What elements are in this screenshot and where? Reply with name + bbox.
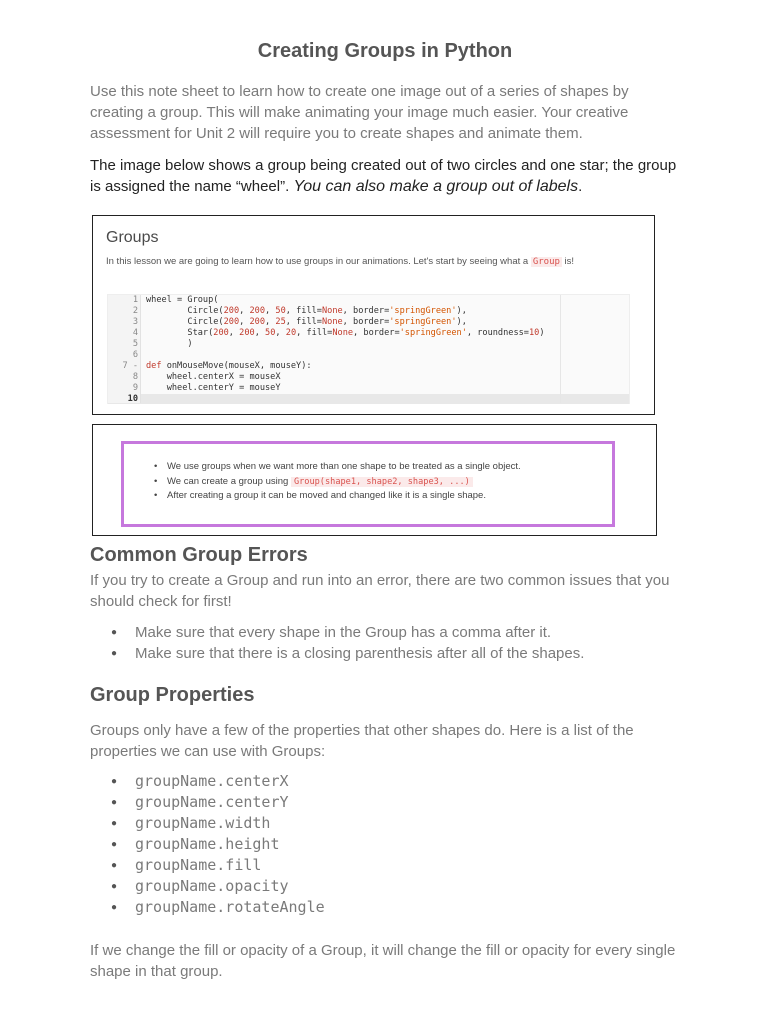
properties-list <box>90 771 680 918</box>
code-token: 200 <box>223 317 240 327</box>
desc-after: is! <box>561 256 575 267</box>
list-item: • We use groups when we want more than one shape to be treated as a single object. <box>154 460 521 475</box>
code-line-4 <box>146 328 545 339</box>
code-token: 200 <box>249 317 266 327</box>
code-token: , <box>239 306 250 316</box>
code-line-7 <box>146 361 312 372</box>
code-line-1: wheel = Group( <box>146 295 219 305</box>
code-token: , border= <box>342 317 390 327</box>
print-margin <box>560 295 561 403</box>
line-number: 3 <box>132 317 138 327</box>
code-keyword: Group(shape1, shape2, shape3, ...) <box>291 477 473 487</box>
code-token: ) <box>539 328 545 338</box>
intro2-main: The image below shows a group being created out of two circles and one star; the group is assigned the name “wheel”. <box>90 157 677 195</box>
line-number: 9 <box>132 383 138 393</box>
code-token: 10 <box>528 328 540 338</box>
code-token: , <box>275 328 286 338</box>
code-token: 200 <box>213 328 229 338</box>
code-token: , <box>239 317 250 327</box>
code-token: , <box>254 328 266 338</box>
code-token: 'springGreen' <box>399 328 467 338</box>
intro-paragraph-2 <box>90 155 680 197</box>
code-token: , <box>228 328 240 338</box>
list-item: ● groupName.width <box>90 813 680 834</box>
intro2-italic: You can also make a group out of labels <box>293 178 579 195</box>
list-item: ● groupName.height <box>90 834 680 855</box>
line-number: 2 <box>132 306 138 316</box>
code-line-3 <box>146 317 467 328</box>
code-token: 50 <box>275 306 286 316</box>
line-number: 6 <box>132 350 138 360</box>
code-line-9: wheel.centerY = mouseY <box>146 383 281 393</box>
line-number: 8 <box>132 372 138 382</box>
code-token: onMouseMove(mouseX, mouseY): <box>161 361 312 371</box>
highlight-box <box>121 441 615 527</box>
list-item: ● groupName.rotateAngle <box>90 897 680 918</box>
code-token: 200 <box>249 306 266 316</box>
code-line-5: ) <box>146 339 193 349</box>
list-item: ● groupName.opacity <box>90 876 680 897</box>
code-token: 20 <box>285 328 297 338</box>
line-number: 1 <box>132 295 138 305</box>
errors-list <box>90 622 680 664</box>
list-item-text: We can create a group using <box>167 475 291 487</box>
errors-paragraph: If you try to create a Group and run into an error, there are two common issues that you should check for first! <box>90 572 670 610</box>
properties-paragraph: Groups only have a few of the properties that other shapes do. Here is a list of the properties we can use with Groups: <box>90 722 634 760</box>
list-item: ● Make sure that every shape in the Group has a comma after it. <box>90 622 680 643</box>
notes-screenshot <box>92 424 657 536</box>
list-item: • After creating a group it can be moved and changed like it is a single shape. <box>154 489 521 504</box>
code-token: ), <box>456 317 467 327</box>
screenshot-description <box>106 256 636 268</box>
code-token: , fill= <box>285 317 322 327</box>
code-token: 'springGreen' <box>389 306 457 316</box>
line-number: 7 - <box>122 361 138 371</box>
code-line-2 <box>146 306 467 317</box>
code-token: def <box>146 361 162 371</box>
code-token: , fill= <box>285 306 322 316</box>
code-token: 'springGreen' <box>389 317 457 327</box>
code-token: , roundness= <box>466 328 529 338</box>
section-title-properties: Group Properties <box>90 684 255 706</box>
code-token: 200 <box>223 306 240 316</box>
list-item: ● groupName.centerY <box>90 792 680 813</box>
code-token: 50 <box>265 328 276 338</box>
code-token: None <box>332 328 354 338</box>
code-token: 200 <box>239 328 255 338</box>
code-token: , border= <box>342 306 390 316</box>
intro-paragraph: Use this note sheet to learn how to create one image out of a series of shapes by creating a group. This will make animating your image much easier. Your creative assessment for Unit 2 will require you to create shapes and animate them. <box>90 83 629 142</box>
final-paragraph: If we change the fill or opacity of a Group, it will change the fill or opacity for every single shape in that group. <box>90 942 676 980</box>
code-line-8: wheel.centerX = mouseX <box>146 372 281 382</box>
code-token: , <box>265 306 276 316</box>
notes-list <box>154 460 521 504</box>
code-token: , fill= <box>296 328 333 338</box>
code-token: ), <box>456 306 467 316</box>
code-token: , <box>265 317 276 327</box>
screenshot-title: Groups <box>106 229 159 246</box>
list-item: ● groupName.centerX <box>90 771 680 792</box>
line-number: 4 <box>132 328 138 338</box>
code-editor <box>107 294 630 404</box>
list-item: ● Make sure that there is a closing parenthesis after all of the shapes. <box>90 643 680 664</box>
intro2-end: . <box>578 178 583 195</box>
code-token: Circle( <box>146 306 224 316</box>
code-token: , border= <box>353 328 400 338</box>
line-number: 10 <box>127 394 138 404</box>
code-token: 25 <box>275 317 286 327</box>
active-line-highlight <box>108 394 629 404</box>
desc-keyword: Group <box>532 257 560 267</box>
code-token: None <box>321 306 343 316</box>
section-title-errors: Common Group Errors <box>90 544 308 566</box>
line-number: 5 <box>132 339 138 349</box>
list-item <box>154 475 521 490</box>
page-title: Creating Groups in Python <box>257 40 513 62</box>
list-item: ● groupName.fill <box>90 855 680 876</box>
code-screenshot <box>92 215 655 415</box>
code-token: Circle( <box>146 317 224 327</box>
code-token: Star( <box>146 328 214 338</box>
code-token: None <box>321 317 343 327</box>
desc-before: In this lesson we are going to learn how to use groups in our animations. Let's start by seeing what a <box>106 256 531 267</box>
